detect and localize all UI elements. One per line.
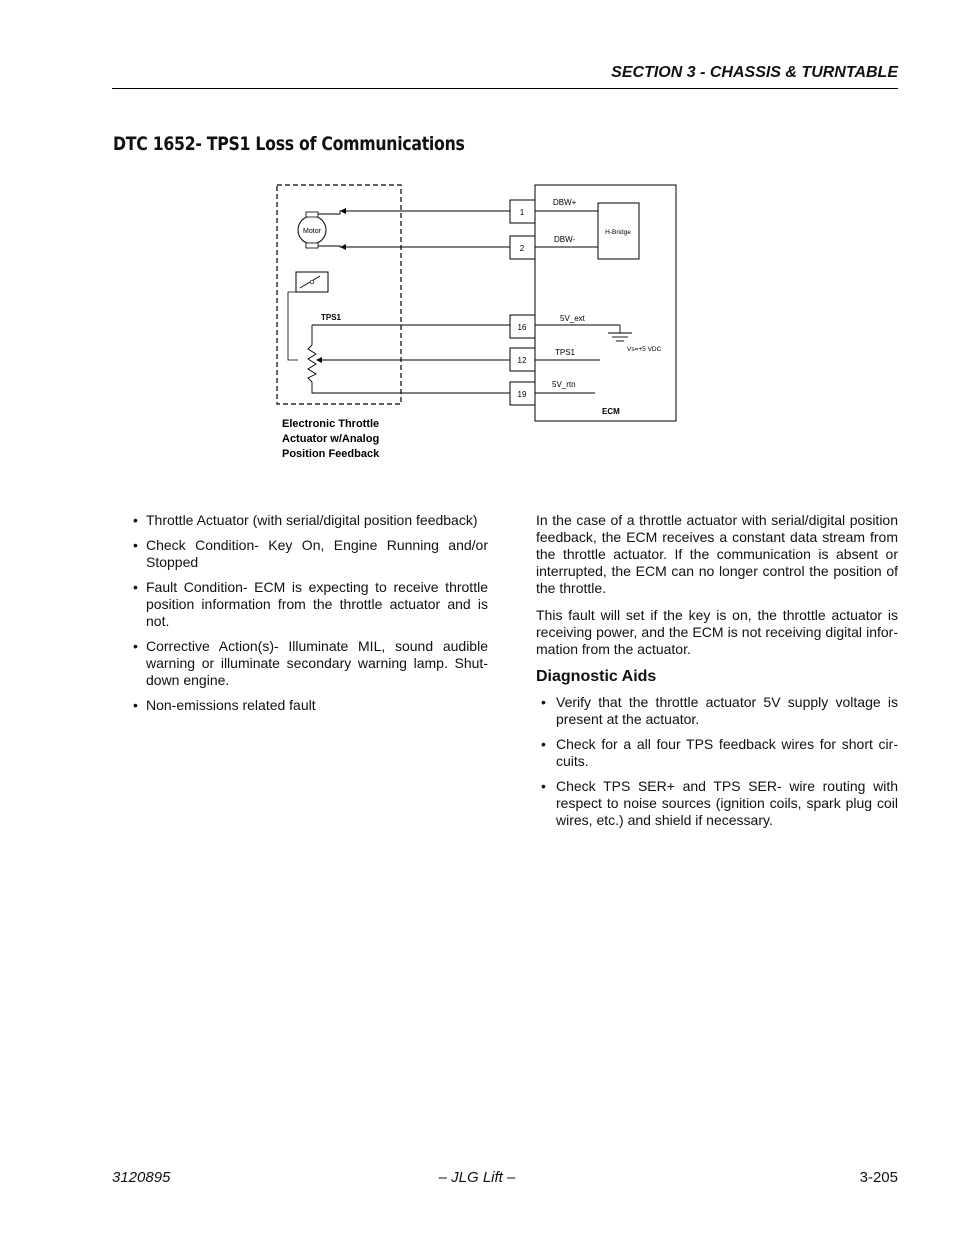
pin-label: 16 (517, 323, 527, 332)
page-number: 3-205 (859, 1169, 898, 1186)
potentiometer (308, 345, 316, 382)
doc-number: 3120895 (112, 1169, 171, 1186)
list-item: • Throttle Actuator (with serial/digital position feedback) (131, 512, 488, 529)
pin-label: 12 (517, 356, 527, 365)
motor-label: Motor (303, 228, 321, 235)
section-header: SECTION 3 - CHASSIS & TURNTABLE (611, 64, 898, 81)
list-item: • Check Condition- Key On, Engine Running and/or Stopped (131, 537, 488, 571)
paragraph: This fault will set if the key is on, the throttle actuator is receiving power, and the ECM is not receiving digital infor-mation from the actuator. (536, 607, 898, 657)
tps-label: TPS1 (321, 313, 342, 322)
pin-label: 2 (519, 244, 525, 253)
header-rule (112, 88, 898, 89)
signal-label: 5V_rtn (552, 380, 576, 389)
actuator-box (277, 185, 401, 404)
signal-label: 5V_ext (560, 314, 585, 323)
actuator-caption-2: Actuator w/Analog (282, 433, 380, 445)
hbridge-label: H-Bridge (605, 229, 631, 236)
left-column (131, 512, 488, 722)
page-title: DTC 1652- TPS1 Loss of Communications (113, 133, 465, 155)
diagnostic-list (536, 694, 898, 829)
list-item: • Non-emissions related fault (131, 697, 488, 714)
wiring-diagram (270, 178, 690, 468)
list-item: • Corrective Action(s)- Illuminate MIL, sound audible warning or illuminate secondary warning lamp. Shut-down engine. (131, 638, 488, 689)
pin-label: 19 (517, 390, 527, 399)
signal-label: DBW+ (553, 198, 577, 207)
right-column (536, 512, 898, 837)
pin-label: 1 (519, 208, 525, 217)
signal-label: TPS1 (555, 348, 576, 357)
signal-label: DBW- (554, 235, 576, 244)
list-item: • Verify that the throttle actuator 5V supply voltage is present at the actuator. (536, 694, 898, 728)
diagnostic-aids-heading: Diagnostic Aids (536, 668, 657, 685)
list-item: • Check for a all four TPS feedback wires for short cir-cuits. (536, 736, 898, 770)
paragraph: In the case of a throttle actuator with serial/digital position feedback, the ECM receives a constant data stream from the throttle actuator. If the communication is absent or interrupted, the ECM can no longer control the position of the throttle. (536, 512, 898, 596)
condition-list (131, 512, 488, 714)
footer-brand: – JLG Lift – (438, 1169, 516, 1186)
ecm-label: ECM (602, 407, 620, 416)
actuator-caption-1: Electronic Throttle (282, 418, 380, 430)
vs-label: Vs=+5 VDC (627, 346, 662, 353)
actuator-caption-3: Position Feedback (282, 448, 380, 460)
list-item: • Fault Condition- ECM is expecting to receive throttle position information from the throttle actuator and is not. (131, 579, 488, 630)
list-item: • Check TPS SER+ and TPS SER- wire routing with respect to noise sources (ignition coils, spark plug coil wires, etc.) and shield if necessary. (536, 778, 898, 829)
